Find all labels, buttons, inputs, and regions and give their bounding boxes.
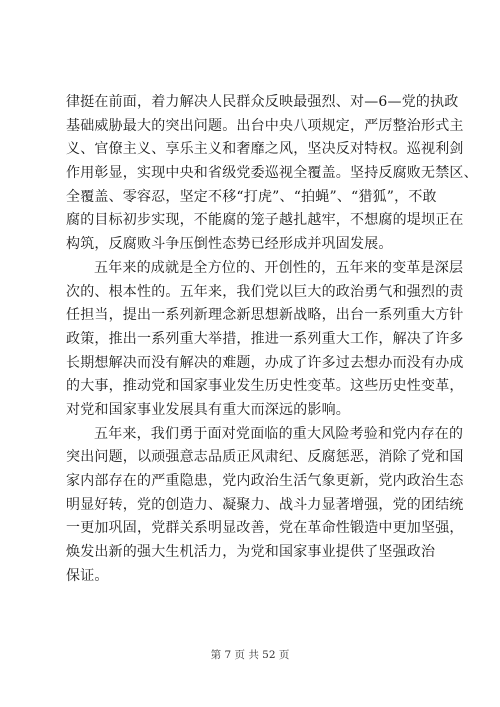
text-line: 对党和国家事业发展具有重大而深远的影响。	[66, 401, 350, 418]
paragraph	[66, 423, 464, 589]
text-line: 腐的目标初步实现，不能腐的笼子越扎越牢，不想腐的堤坝正在	[66, 212, 464, 229]
text-line: 律挺在前面，着力解决人民群众反映最强烈、对—6—党的执政	[66, 94, 459, 110]
text-line: 作用彰显，实现中央和省级党委巡视全覆盖。坚持反腐败无禁区、	[66, 165, 478, 182]
page-number-footer: 第 7 页 共 52 页	[210, 649, 290, 661]
text-line: 任担当，提出一系列新理念新思想新战略，出台一系列重大方针	[66, 307, 464, 324]
text-line: 一更加巩固，党群关系明显改善，党在革命性锻造中更加坚强，	[66, 520, 464, 537]
document-body	[66, 91, 478, 588]
text-line: 五年来，我们勇于面对党面临的重大风险考验和党内存在的	[94, 425, 464, 442]
text-line: 焕发出新的强大生机活力，为党和国家事业提供了坚强政治	[66, 544, 436, 561]
paragraph	[66, 91, 478, 257]
paragraph	[66, 257, 464, 423]
text-line: 构筑，反腐败斗争压倒性态势已经形成并巩固发展。	[66, 236, 393, 253]
text-line: 保证。	[66, 567, 109, 584]
text-line: 突出问题，以顽强意志品质正风肃纪、反腐惩恶，消除了党和国	[66, 449, 464, 466]
text-line: 的大事，推动党和国家事业发生历史性变革。这些历史性变革，	[66, 378, 464, 395]
text-line: 次的、根本性的。五年来，我们党以巨大的政治勇气和强烈的责	[66, 283, 464, 300]
text-line: 全覆盖、零容忍，坚定不移“打虎”、“拍蝇”、“猎狐”，不敢	[66, 188, 437, 205]
text-line: 家内部存在的严重隐患，党内政治生活气象更新，党内政治生态	[66, 473, 464, 489]
text-line: 五年来的成就是全方位的、开创性的，五年来的变革是深层	[94, 259, 464, 276]
text-line: 明显好转，党的创造力、凝聚力、战斗力显著增强，党的团结统	[66, 496, 464, 513]
text-line: 政策，推出一系列重大举措，推进一系列重大工作，解决了许多	[66, 330, 464, 347]
text-line: 长期想解决而没有解决的难题，办成了许多过去想办而没有办成	[66, 354, 464, 371]
text-line: 义、官僚主义、享乐主义和奢靡之风，坚决反对特权。巡视利剑	[66, 141, 464, 158]
text-line: 基础威胁最大的突出问题。出台中央八项规定，严厉整治形式主	[66, 117, 464, 134]
